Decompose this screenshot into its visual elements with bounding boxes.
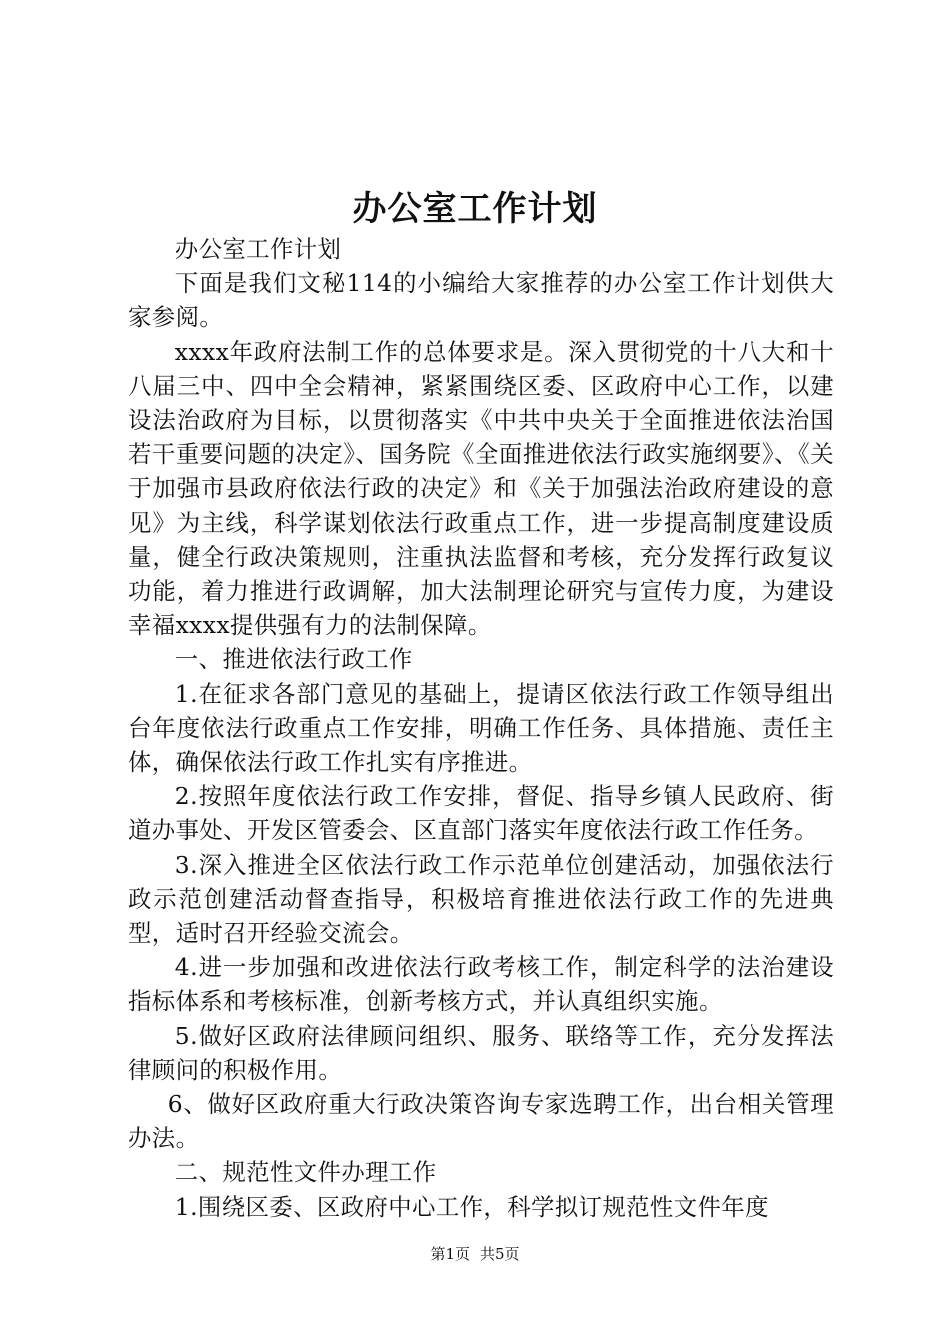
paragraph-intro: 下面是我们文秘114的小编给大家推荐的办公室工作计划供大家参阅。 (128, 269, 834, 332)
list-item-2-1: 1.围绕区委、区政府中心工作，科学拟订规范性文件年度 (174, 1192, 769, 1221)
page-number: 第1页 (430, 1245, 470, 1263)
paragraph-heading: 办公室工作计划 (174, 235, 342, 263)
section-heading-1: 一、推进依法行政工作 (174, 645, 413, 674)
list-item-1-6: 6、做好区政府重大行政决策咨询专家选聘工作，出台相关管理办法。 (128, 1090, 834, 1153)
document-body (128, 232, 834, 1224)
list-item-1-2: 2.按照年度依法行政工作安排，督促、指导乡镇人民政府、街道办事处、开发区管委会、区直部门落实年度依法行政工作任务。 (128, 782, 834, 845)
section-heading-2: 二、规范性文件办理工作 (174, 1158, 437, 1187)
list-item-1-4: 4.进一步加强和改进依法行政考核工作，制定科学的法治建设指标体系和考核标准，创新考核方式，并认真组织实施。 (128, 953, 834, 1016)
list-item-1-3: 3.深入推进全区依法行政工作示范单位创建活动，加强依法行政示范创建活动督查指导，积极培育推进依法行政工作的先进典型，适时召开经验交流会。 (128, 850, 834, 948)
page-total: 共5页 (480, 1245, 520, 1263)
paragraph-overview: xxxx年政府法制工作的总体要求是。深入贯彻党的十八大和十八届三中、四中全会精神，紧紧围绕区委、区政府中心工作，以建设法治政府为目标，以贯彻落实《中共中央关于全面推进依法治国若干重要问题的决定》、国务院《全面推进依法行政实施纲要》、《关于加强市县政府依法行政的决定》和《关于加强法治政府建设的意见》为主线，科学谋划依法行政重点工作，进一步提高制度建设质量，健全行政决策规则，注重执法监督和考核，充分发挥行政复议功能，着力推进行政调解，加大法制理论研究与宣传力度，为建设幸福xxxx提供强有力的法制保障。 (128, 337, 834, 640)
page-footer (0, 1244, 950, 1264)
list-item-1-1: 1.在征求各部门意见的基础上，提请区依法行政工作领导组出台年度依法行政重点工作安排，明确工作任务、具体措施、责任主体，确保依法行政工作扎实有序推进。 (128, 679, 834, 777)
document-title: 办公室工作计划 (352, 189, 598, 229)
list-item-1-5: 5.做好区政府法律顾问组织、服务、联络等工作，充分发挥法律顾问的积极作用。 (128, 1021, 834, 1084)
